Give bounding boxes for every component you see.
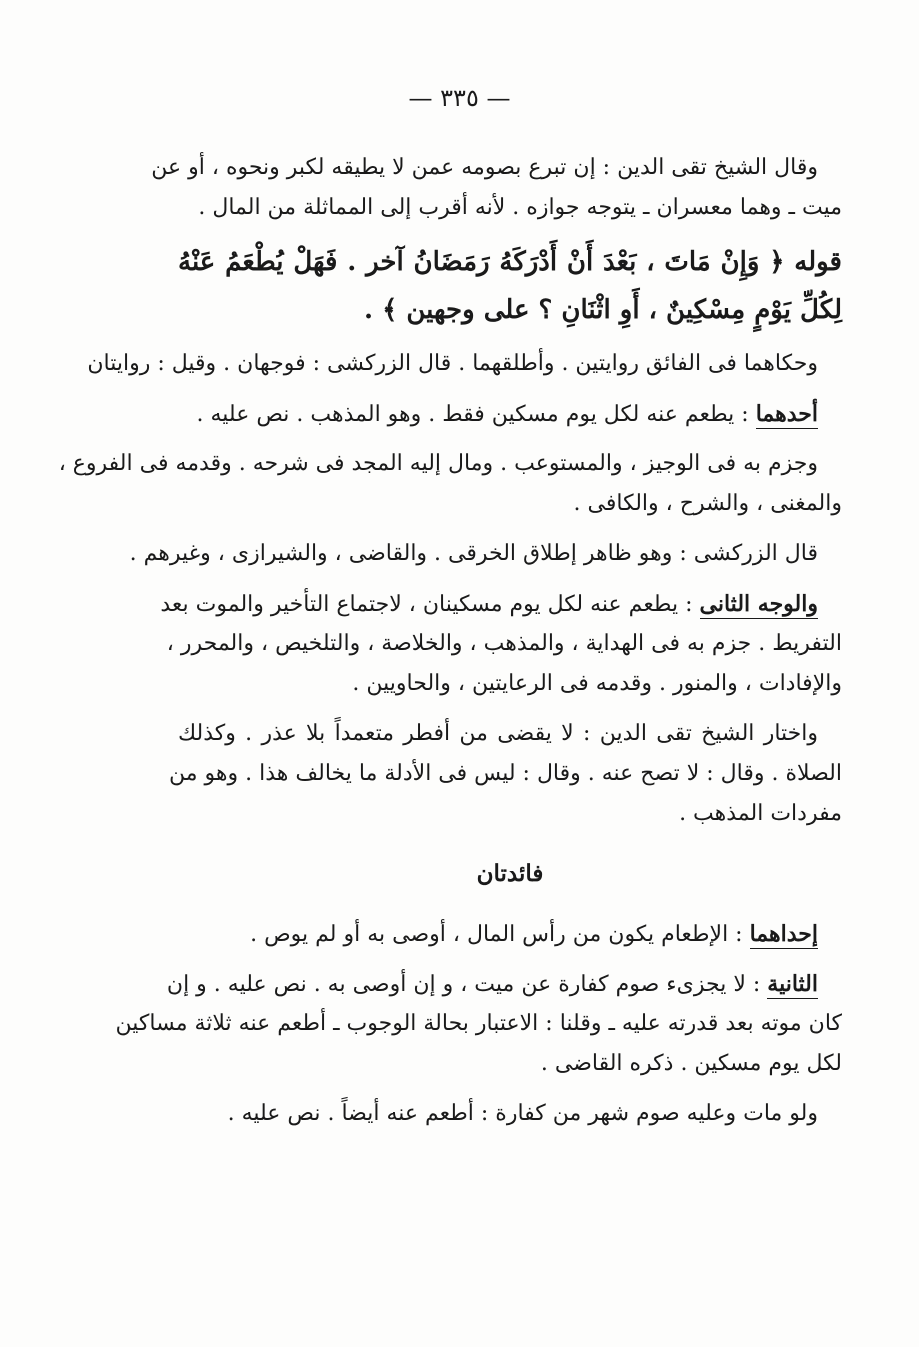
text-segment: : لا يجزىء صوم كفارة عن ميت ، و إن أوصى به . نص عليه . و إن — [166, 972, 761, 997]
spacer — [178, 384, 842, 394]
spacer — [178, 574, 842, 584]
section-title: فائدتان — [476, 860, 544, 887]
spacer — [178, 228, 842, 238]
text-line: والمغنى ، والشرح ، والكافى . — [573, 491, 842, 516]
subheading-second: والوجه الثانى — [699, 591, 818, 617]
spacer — [178, 894, 842, 914]
subheading-first-note: إحداهما — [749, 921, 818, 947]
spacer — [178, 524, 842, 534]
quoted-text-line: لِكُلِّ يَوْمٍ مِسْكِينٌ ، أَوِ اثْنَانِ ؟ على وجهين ﴾ . — [364, 295, 842, 325]
spacer — [178, 954, 842, 964]
page-body — [58, 148, 842, 1134]
subheading-second-note: الثانية — [767, 971, 818, 997]
text-line: والإفادات ، والمنور . وقدمه فى الرعايتين ، والحاويين . — [352, 671, 842, 696]
text-line: ولو مات وعليه صوم شهر من كفارة : أطعم عنه أيضاً . نص عليه . — [227, 1101, 818, 1126]
text-line — [178, 914, 842, 954]
text-line: واختار الشيخ تقى الدين : لا يقضى من أفطر متعمداً بلا عذر . وكذلك — [178, 721, 818, 746]
page-number: — ٣٣٥ — — [408, 84, 511, 112]
text-segment: : يطعم عنه لكل يوم مسكينان ، لاجتماع التأخير والموت بعد — [160, 592, 693, 617]
spacer — [178, 834, 842, 854]
spacer — [178, 704, 842, 714]
text-line: وقال الشيخ تقى الدين : إن تبرع بصومه عمن لا يطيقه لكبر ونحوه ، أو عن — [151, 155, 818, 180]
spacer — [178, 1084, 842, 1094]
quoted-text-line — [178, 238, 842, 286]
text-line: مفردات المذهب . — [679, 801, 842, 826]
text-segment: : الإطعام يكون من رأس المال ، أوصى به أو لم يوص . — [250, 922, 743, 947]
text-line — [166, 964, 842, 1004]
text-line — [160, 584, 842, 624]
spacer — [178, 334, 842, 344]
text-line: التفريط . جزم به فى الهداية ، والمذهب ، والخلاصة ، والتلخيص ، والمحرر ، — [166, 631, 842, 656]
subheading-first: أحدهما — [755, 401, 818, 427]
quote-lead: قوله — [794, 247, 842, 277]
text-line: وحكاهما فى الفائق روايتين . وأطلقهما . قال الزركشى : فوجهان . وقيل : روايتان — [87, 351, 818, 376]
quote-text: ﴿ وَإِنْ مَاتَ ، بَعْدَ أَنْ أَدْرَكَهُ رَمَضَانُ آخر . فَهَلْ يُطْعَمُ عَنْهُ — [178, 247, 785, 277]
text-line: قال الزركشى : وهو ظاهر إطلاق الخرقى . والقاضى ، والشيرازى ، وغيرهم . — [129, 541, 818, 566]
spacer — [178, 434, 842, 444]
text-line: كان موته بعد قدرته عليه ـ وقلنا : الاعتبار بحالة الوجوب ـ أطعم عنه ثلاثة مساكين — [115, 1011, 842, 1036]
text-line: لكل يوم مسكين . ذكره القاضى . — [540, 1051, 842, 1076]
text-segment: : يطعم عنه لكل يوم مسكين فقط . وهو المذهب . نص عليه . — [196, 402, 749, 427]
text-line: ميت ـ وهما معسران ـ يتوجه جوازه . لأنه أقرب إلى المماثلة من المال . — [198, 195, 842, 220]
text-line: وجزم به فى الوجيز ، والمستوعب . ومال إليه المجد فى شرحه . وقدمه فى الفروع ، — [58, 451, 818, 476]
text-line: الصلاة . وقال : لا تصح عنه . وقال : ليس فى الأدلة ما يخالف هذا . وهو من — [169, 761, 842, 786]
text-line — [178, 394, 842, 434]
